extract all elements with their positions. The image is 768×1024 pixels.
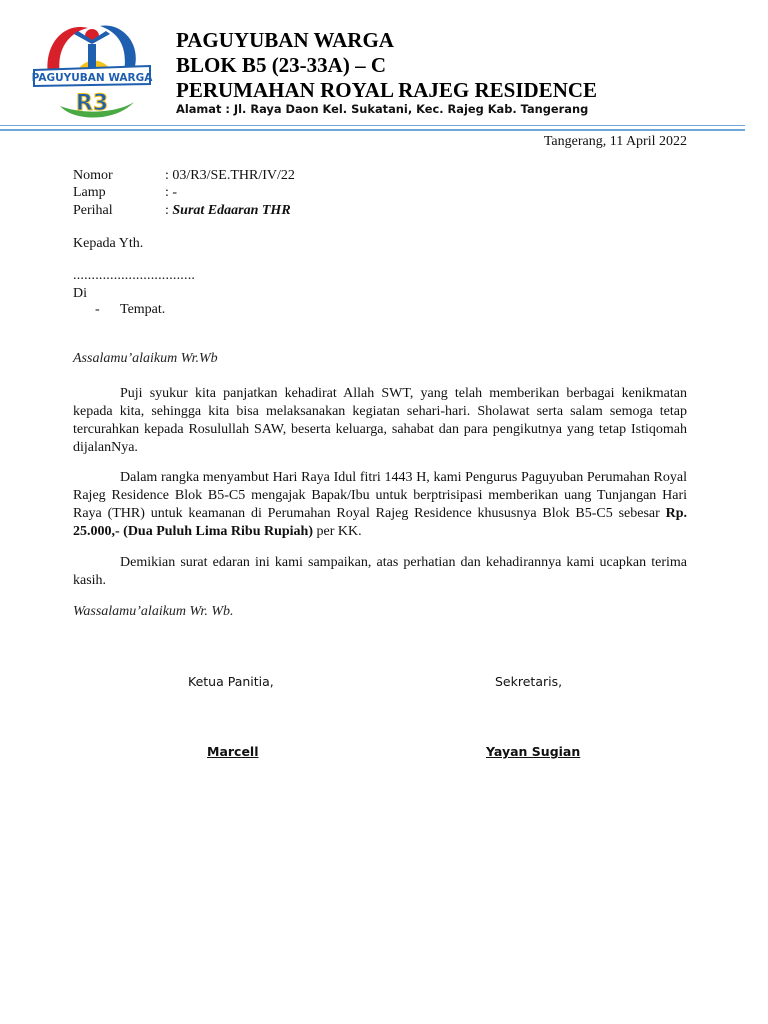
meta-perihal-label: Perihal: [73, 202, 113, 218]
signature-name-sekretaris: Yayan Sugian: [486, 744, 581, 759]
body-paragraph-2-start: Dalam rangka menyambut Hari Raya Idul fitri 1443 H, kami Pengurus Paguyuban Perumahan Royal Rajeg Residence Blok B5-C5 mengajak Bapak/Ibu untuk berptrisipasi memberikan uang Tunjangan Hari Raya (THR) untuk keamanan di Perumahan Royal Rajeg Residence khususnya Blok B5-C5 sebesar: [73, 470, 687, 521]
letterhead-title-line3: PERUMAHAN ROYAL RAJEG RESIDENCE: [176, 78, 598, 102]
meta-row-perihal: [73, 202, 295, 219]
recipient-kepada: Kepada Yth.: [73, 236, 144, 251]
logo-badge-text: R3: [75, 91, 109, 116]
meta-row-lamp: [73, 184, 295, 201]
meta-nomor-value: : 03/R3/SE.THR/IV/22: [165, 168, 295, 183]
signature-role-ketua: Ketua Panitia,: [188, 674, 274, 689]
meta-nomor-label: Nomor: [73, 168, 113, 183]
organization-logo: [30, 14, 158, 126]
recipient-di: Di: [73, 286, 87, 301]
letterhead-divider-thick: [0, 129, 745, 131]
letterhead-title-line2: BLOK B5 (23-33A) – C: [176, 53, 386, 77]
letterhead-title-line1: PAGUYUBAN WARGA: [176, 28, 394, 52]
greeting: Assalamu’alaikum Wr.Wb: [73, 351, 218, 366]
body-paragraph-1: Puji syukur kita panjatkan kehadirat Allah SWT, yang telah memberikan berbagai kenikmatan kepada kita, sehingga kita bisa melaksanakan kegiatan sehari-hari. Sholawat serta salam semoga tetap tercurahkan kepada Rosulullah SAW, beserta keluarga, sahabat dan para pengikutnya yang tetap Istiqomah dijalanNya.: [73, 386, 687, 455]
logo-banner-text: PAGUYUBAN WARGA: [31, 72, 153, 84]
signature-name-ketua: Marcell: [207, 744, 259, 759]
body-paragraph-2: [73, 469, 687, 541]
meta-lamp-value: : -: [165, 185, 178, 201]
recipient-dash: -: [95, 302, 100, 317]
recipient-tempat-text: Tempat.: [120, 302, 166, 317]
letterhead-divider-thin: [0, 125, 745, 126]
letter-date: Tangerang, 11 April 2022: [543, 134, 687, 149]
recipient-dots: .................................: [73, 268, 196, 283]
signature-role-sekretaris: Sekretaris,: [495, 674, 563, 689]
body-paragraph-2-amount: Rp. 25.000,- (Dua Puluh Lima Ribu Rupiah): [73, 506, 687, 539]
letter-meta: [73, 167, 295, 219]
meta-perihal-prefix: :: [165, 202, 173, 218]
body-paragraph-2-end: per KK.: [313, 524, 362, 539]
meta-row-nomor: [73, 167, 295, 184]
meta-lamp-label: Lamp: [73, 185, 106, 201]
meta-perihal-value: Surat Edaaran THR: [172, 202, 291, 218]
body-paragraph-3: Demikian surat edaran ini kami sampaikan, atas perhatian dan kehadirannya kami ucapkan terima kasih.: [73, 555, 687, 588]
recipient-tempat: [95, 302, 165, 318]
meta-perihal-value-wrap: [165, 202, 291, 219]
closing-salutation: Wassalamu’alaikum Wr. Wb.: [73, 604, 234, 619]
letterhead-address: Alamat : Jl. Raya Daon Kel. Sukatani, Kec. Rajeg Kab. Tangerang: [176, 102, 589, 116]
